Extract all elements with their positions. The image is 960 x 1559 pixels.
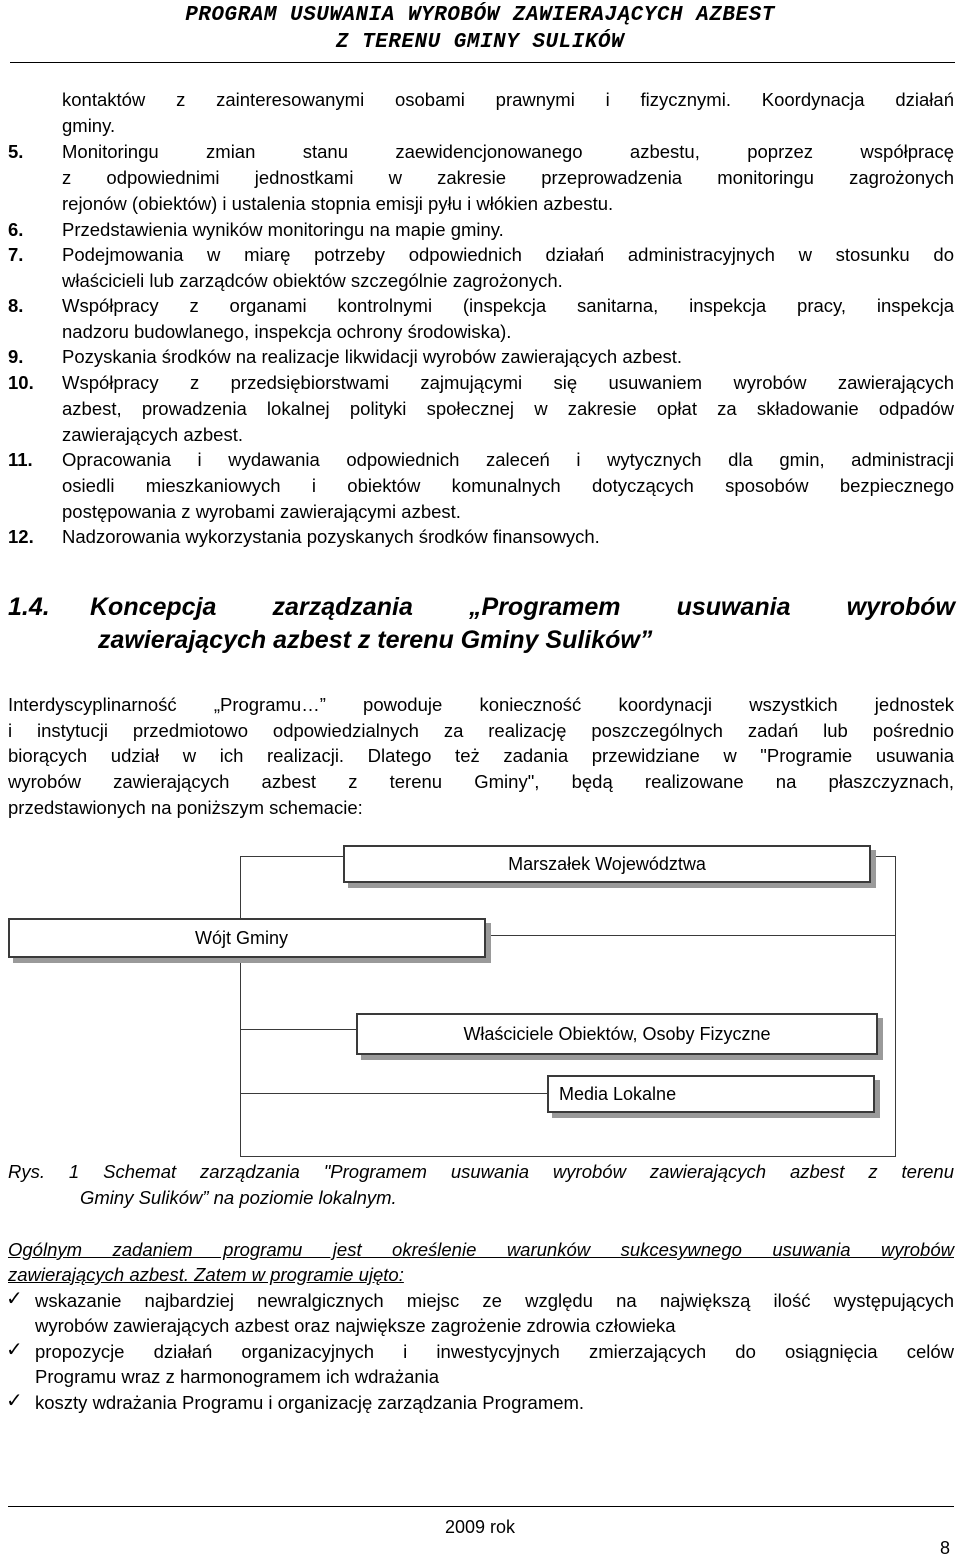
check-icon: ✓ (6, 1339, 23, 1361)
item-line: z odpowiednimi jednostkami w zakresie przeprowadzenia monitoringu zagrożonych (62, 167, 954, 188)
check-icon: ✓ (6, 1390, 23, 1412)
checklist-line: propozycje działań organizacyjnych i inwestycyjnych zmierzających do osiągnięcia celów (35, 1341, 954, 1362)
item-line: zawierających azbest. (62, 424, 243, 445)
item-line: osiedli mieszkaniowych i obiektów komunalnych dotyczących sposobów bezpiecznego (62, 475, 954, 496)
item-line: Podejmowania w miarę potrzeby odpowiednich działań administracyjnych w stosunku do (62, 244, 954, 265)
body-line: wyrobów zawierających azbest z terenu Gminy", będą realizowane na płaszczyznach, (8, 771, 954, 792)
page-number: 8 (940, 1538, 951, 1558)
header-title-line2: Z TERENU GMINY SULIKÓW (335, 31, 625, 54)
item-line: rejonów (obiektów) i ustalenia stopnia emisji pyłu i włókien azbestu. (62, 193, 614, 214)
section-title-line2: zawierających azbest z terenu Gminy Sulików” (98, 626, 653, 654)
item-line: Pozyskania środków na realizacje likwidacji wyrobów zawierających azbest. (62, 346, 683, 367)
box-marszalek: Marszałek Województwa (343, 845, 871, 883)
connector-line (895, 856, 896, 1157)
connector-line (240, 1156, 896, 1157)
item-number: 10. (8, 372, 34, 393)
box-wojt: Wójt Gminy (8, 918, 486, 958)
general-task-line2: zawierających azbest. Zatem w programie ujęto: (8, 1264, 404, 1285)
connector-line (484, 935, 896, 936)
item-number: 9. (8, 346, 24, 367)
connector-line (240, 1029, 356, 1030)
body-line: przedstawionych na poniższym schemacie: (8, 797, 363, 818)
item-line: Nadzorowania wykorzystania pozyskanych środków finansowych. (62, 526, 600, 547)
item-line: Przedstawienia wyników monitoringu na mapie gminy. (62, 219, 504, 240)
figure-caption-line2: Gminy Sulików” na poziomie lokalnym. (80, 1187, 397, 1208)
connector-line (240, 856, 241, 1156)
footer-rule (8, 1506, 954, 1507)
box-wlasciciele: Właściciele Obiektów, Osoby Fizyczne (356, 1013, 878, 1055)
item-line: azbest, prowadzenia lokalnej polityki społecznej w zakresie opłat za składowanie odpadów (62, 398, 954, 419)
footer-year: 2009 rok (444, 1517, 516, 1537)
item-number: 7. (8, 244, 24, 265)
item-number: 8. (8, 295, 24, 316)
item-number: 6. (8, 219, 24, 240)
header-rule (10, 62, 955, 63)
item-number: 5. (8, 141, 24, 162)
body-line: biorących udział w ich realizacji. Dlatego też zadania przewidziane w "Programie usuwania (8, 745, 954, 766)
intro-line2: gminy. (62, 115, 116, 136)
item-number: 11. (8, 449, 33, 470)
check-icon: ✓ (6, 1288, 23, 1310)
intro-line1: kontaktów z zainteresowanymi osobami prawnymi i fizycznymi. Koordynacja działań (62, 89, 954, 110)
general-task-line1: Ogólnym zadaniem programu jest określenie warunków sukcesywnego usuwania wyrobów (8, 1239, 954, 1260)
checklist-line: Programu wraz z harmonogramem ich wdrażania (35, 1366, 440, 1387)
item-line: Monitoringu zmian stanu zaewidencjonowanego azbestu, poprzez współpracę (62, 141, 954, 162)
connector-line (868, 856, 896, 857)
item-line: nadzoru budowlanego, inspekcja ochrony środowiska). (62, 321, 512, 342)
checklist-line: koszty wdrażania Programu i organizację zarządzania Programem. (35, 1392, 585, 1413)
connector-line (240, 1093, 550, 1094)
section-title-line1: Koncepcja zarządzania „Programem usuwania wyrobów (90, 593, 955, 621)
header-title-line1: PROGRAM USUWANIA WYROBÓW ZAWIERAJĄCYCH AZBEST (185, 4, 775, 27)
figure-caption-line1: Rys. 1 Schemat zarządzania "Programem usuwania wyrobów zawierających azbest z terenu (8, 1161, 954, 1182)
item-line: Współpracy z przedsiębiorstwami zajmującymi się usuwaniem wyrobów zawierających (62, 372, 954, 393)
item-line: właścicieli lub zarządców obiektów szczególnie zagrożonych. (62, 270, 563, 291)
item-line: Współpracy z organami kontrolnymi (inspekcja sanitarna, inspekcja pracy, inspekcja (62, 295, 954, 316)
checklist-line: wyrobów zawierających azbest oraz największe zagrożenie zdrowia człowieka (35, 1315, 676, 1336)
item-line: Opracowania i wydawania odpowiednich zaleceń i wytycznych dla gmin, administracji (62, 449, 954, 470)
item-line: postępowania z wyrobami zawierającymi azbest. (62, 501, 461, 522)
connector-line (240, 856, 344, 857)
body-line: i instytucji przedmiotowo odpowiedzialnych za realizację poszczególnych zadań lub pośrednio (8, 720, 954, 741)
box-media: Media Lokalne (547, 1075, 875, 1113)
item-number: 12. (8, 526, 34, 547)
section-number: 1.4. (8, 593, 50, 621)
checklist-line: wskazanie najbardziej newralgicznych miejsc ze względu na największą ilość występujących (35, 1290, 954, 1311)
body-line: Interdyscyplinarność „Programu…” powoduje konieczność koordynacji wszystkich jednostek (8, 694, 954, 715)
